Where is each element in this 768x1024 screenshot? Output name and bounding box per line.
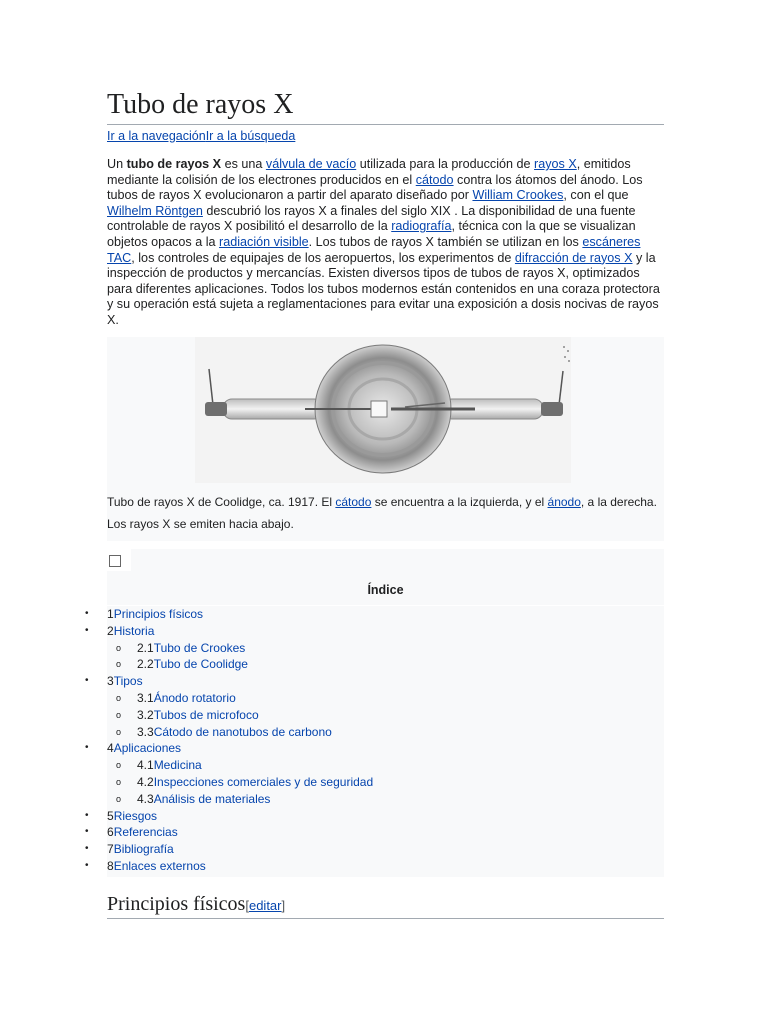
sub-bullet-icon: o [116,726,122,737]
lead-text: contra los átomos del ánodo. Los tubos de rayos X evolucionaron a partir del aparato diseñado por [107,172,643,203]
toc-item-label: Aplicaciones [113,741,182,756]
toc-item-number: 2 [107,623,114,638]
toc-toggle-checkbox[interactable] [109,555,121,567]
toc-item-label: Inspecciones comerciales y de seguridad [153,774,374,789]
toc-item[interactable] [0,724,664,741]
sub-bullet-icon: o [116,776,122,787]
toc-item-number: 1 [107,607,114,621]
toc-item[interactable] [0,623,664,640]
edit-bracket-open: [ [245,898,249,913]
lead-link[interactable]: válvula de vacío [265,157,357,171]
toc-item[interactable] [0,757,664,774]
figure [107,337,664,541]
caption-link[interactable]: ánodo [547,494,581,509]
toc-item[interactable] [0,707,664,724]
lead-text: utilizada para la producción de [356,157,535,171]
lead-link[interactable]: radiografía [391,219,452,234]
lead-text: es una [221,157,266,171]
toc-item-label: Bibliografía [113,842,174,857]
toc-item-label: Tipos [113,674,143,689]
edit-section-link[interactable]: editar [248,898,282,913]
toc-title: Índice [367,582,404,597]
lead-link[interactable]: cátodo [415,172,454,187]
section-heading-text: Principios físicos [107,893,246,915]
toc-item[interactable] [0,791,664,808]
toc-item-number: 6 [107,825,114,840]
toc-item[interactable] [0,640,664,657]
lead-paragraph [107,157,662,329]
lead-text: , emitidos mediante la colisión de los electrones producidos en el [107,157,631,187]
sub-bullet-icon: o [116,793,122,804]
caption-text: , a la derecha. Los rayos X se emiten hacia abajo. [107,494,657,531]
sub-bullet-icon: o [116,760,122,771]
toc-item-link[interactable] [137,690,236,707]
lead-text: , técnica con la que se visualizan objetos opacos a la [107,219,636,249]
bullet-icon: • [85,608,89,619]
toc-item[interactable] [0,808,664,825]
toc-item-label: Medicina [153,758,202,773]
bullet-icon: • [85,675,89,687]
toc-item-label: Historia [113,623,155,638]
figure-caption [107,491,664,535]
toc-item-number: 3.3 [137,724,154,739]
xray-tube-illustration [195,337,571,483]
toc-item[interactable] [0,690,664,707]
toc-item-label: Principios físicos [113,607,204,621]
toc-item-link[interactable] [137,757,202,774]
lead-text: tubo de rayos X [126,157,222,171]
toc-item-link[interactable] [107,740,181,757]
toc-item-number: 3.1 [137,690,154,705]
toc-item-link[interactable] [107,824,178,841]
toc-item-link[interactable] [137,724,332,741]
toc-item-number: 3 [107,674,114,689]
toc-item-label: Análisis de materiales [153,791,271,806]
toc-item-number: 8 [107,858,114,873]
toc-item-number: 4.3 [137,791,154,806]
sub-bullet-icon: o [116,659,122,670]
toc-item-label: Ánodo rotatorio [153,690,236,705]
toc-header [107,549,664,605]
jump-to-navigation-link[interactable]: Ir a la navegación [107,129,206,143]
caption-link[interactable]: cátodo [335,494,372,509]
bullet-icon: • [85,742,89,754]
lead-link[interactable]: difracción de rayos X [514,250,633,265]
toc-item-label: Referencias [113,825,178,840]
toc-item[interactable] [0,740,664,757]
toc-item-link[interactable] [107,808,157,825]
toc-item-link[interactable] [107,858,206,875]
toc-item-label: Cátodo de nanotubos de carbono [153,724,332,739]
sub-bullet-icon: o [116,692,122,703]
section-heading [107,893,664,919]
toc-item-number: 5 [107,808,114,823]
xray-tube-image[interactable] [195,337,571,483]
toc-item[interactable] [0,606,664,623]
lead-link[interactable]: William Crookes [472,188,564,203]
section-edit [245,898,285,913]
toc-toggle[interactable] [107,549,131,571]
toc-item-label: Enlaces externos [113,858,206,873]
caption-text: Tubo de rayos X de Coolidge, ca. 1917. El [107,494,336,509]
image-speckle [562,339,572,365]
bullet-icon: • [85,826,89,838]
lead-link[interactable]: escáneres TAC [107,234,641,265]
toc-list [0,606,664,875]
toc-item-number: 4.1 [137,758,154,773]
toc-item-number: 2.1 [137,640,154,655]
lead-text: y la inspección de productos y mercancías. Existen diversos tipos de tubos de rayos X, optimizados para diferentes aplicaciones. Todos los tubos modernos están contenidos en una coraza protectora y su operación está sujeta a reglamentaciones para evitar una exposición a dosis nocivas de rayos X. [107,250,660,327]
page-title: Tubo de rayos X [107,88,664,125]
bullet-icon: • [85,624,89,636]
toc-item-link[interactable] [137,640,245,657]
edit-bracket-close: ] [281,898,286,913]
toc-item-link[interactable] [137,656,248,673]
toc-item-number: 4.2 [137,774,154,789]
article [107,88,664,605]
toc-item-label: Tubo de Crookes [153,640,246,655]
toc-item-link[interactable] [107,606,203,623]
lead-link[interactable]: Wilhelm Röntgen [107,203,203,218]
toc-item-link[interactable] [107,623,154,640]
lead-link[interactable]: radiación visible [219,234,309,249]
bullet-icon: • [85,843,89,855]
toc-item-link[interactable] [137,707,259,724]
toc-item[interactable] [0,841,664,858]
lead-text: , con el que [563,188,629,203]
toc-item-link[interactable] [137,791,270,808]
bullet-icon: • [85,809,89,821]
jump-links [107,129,664,147]
toc-item-link[interactable] [107,841,174,858]
sub-bullet-icon: o [116,642,122,653]
toc-item[interactable] [0,656,664,673]
toc-item[interactable] [0,824,664,841]
lead-text: , los controles de equipajes de los aeropuertos, los experimentos de [131,250,515,265]
toc-item-number: 2.2 [137,657,154,672]
toc-item-number: 7 [107,842,114,857]
caption-text: se encuentra a la izquierda, y el [371,494,548,509]
sub-bullet-icon: o [116,709,122,720]
toc-item[interactable] [0,673,664,690]
lead-text: . Los tubos de rayos X también se utilizan en los [308,234,583,249]
lead-text: Un [107,157,127,171]
jump-to-search-link[interactable]: Ir a la búsqueda [205,129,296,143]
lead-text: descubrió los rayos X a finales del siglo XIX . La disponibilidad de una fuente controlable de rayos X posibilitó el desarrollo de la [107,203,636,234]
toc-item-number: 4 [107,741,114,756]
toc-item-label: Tubos de microfoco [153,707,259,722]
toc-item-label: Riesgos [113,808,158,823]
bullet-icon: • [85,859,89,871]
lead-link[interactable]: rayos X [534,157,577,171]
toc-item-link[interactable] [107,673,143,690]
toc-item-link[interactable] [137,774,373,791]
toc-item-number: 3.2 [137,707,154,722]
toc-item[interactable] [0,774,664,791]
toc-item-label: Tubo de Coolidge [153,657,248,672]
toc-item[interactable] [0,858,664,875]
